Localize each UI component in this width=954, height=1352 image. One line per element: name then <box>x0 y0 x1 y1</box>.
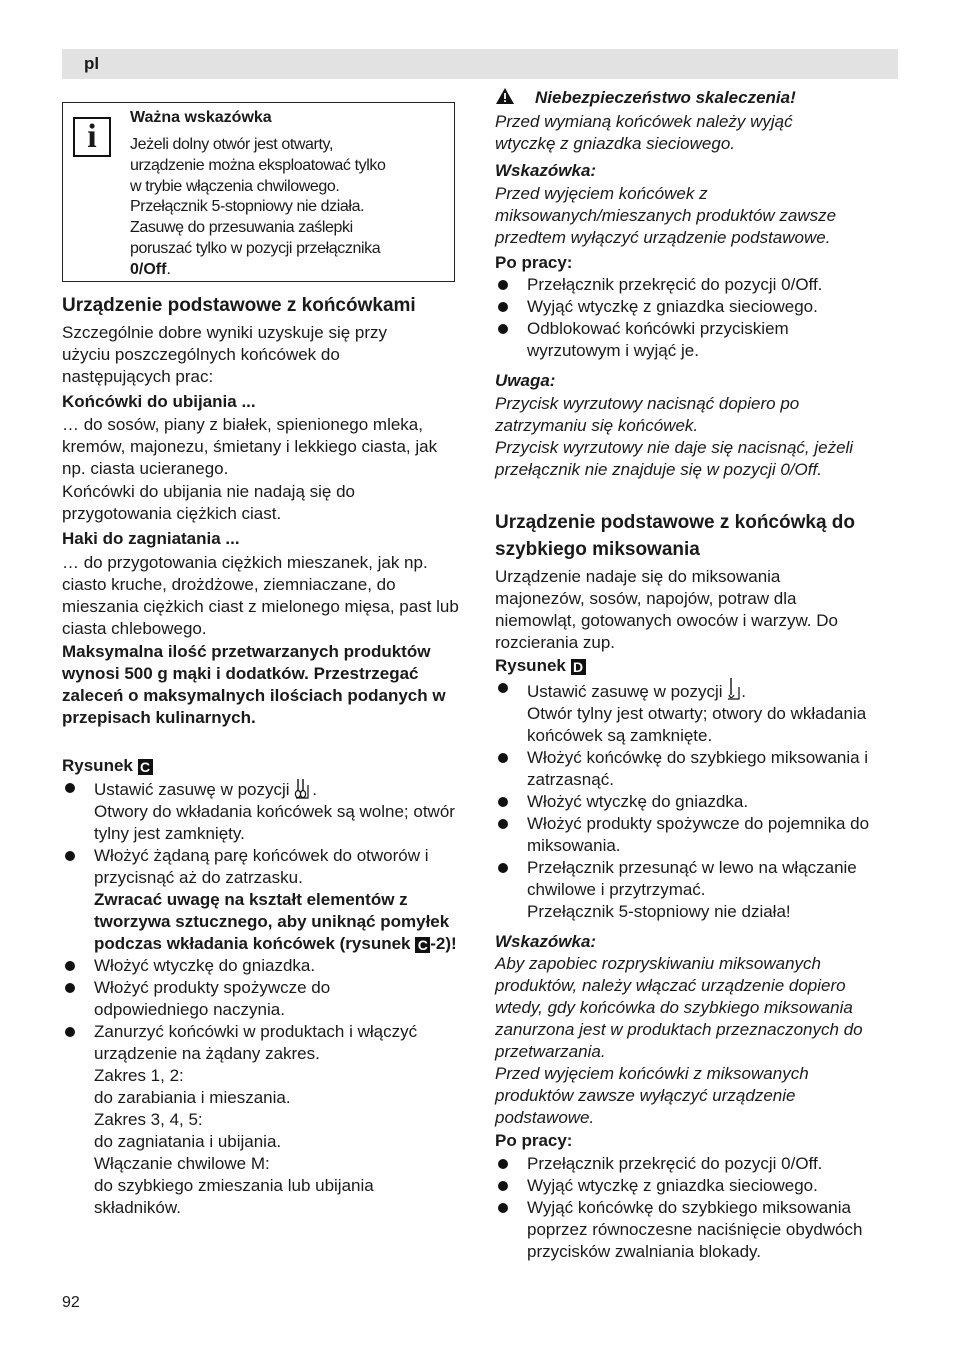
range-lines: Zakres 1, 2: do zarabiania i mieszania. Zakres 3, 4, 5: do zagniatania i ubijania. Włączanie chwilowe M: do szybkiego zmieszania lub ubijania składników. <box>94 1066 374 1217</box>
list-item: Wyjąć końcówkę do szybkiego miksowania poprzez równoczesne naciśnięcie obydwóch przycisków zwalniania blokady. <box>495 1197 900 1263</box>
list-item: Włożyć końcówkę do szybkiego miksowania i zatrzasnąć. <box>495 747 900 791</box>
whisk-text: … do sosów, piany z białek, spienionego mleka, kremów, majonezu, śmietany i lekkiego ciasta, jak np. ciasta ucieranego. <box>62 415 438 478</box>
steps-left <box>62 777 462 1219</box>
section-heading-attachments: Urządzenie podstawowe z końcówkami <box>62 295 416 316</box>
intro-text: Szczególnie dobre wyniki uzyskuje się przy użyciu poszczególnych końcówek do następujących prac: <box>62 323 388 386</box>
hint-text: Przed wyjęciem końcówek z miksowanych/mieszanych produktów zawsze przedtem wyłączyć urządzenie podstawowe. <box>495 184 837 247</box>
hint2-text-2: Przed wyjęciem końcówki z miksowanych produktów zawsze wyłączyć urządzenie podstawowe. <box>495 1064 809 1127</box>
figure-c-badge: C <box>415 937 430 953</box>
danger-title: Niebezpieczeństwo skaleczenia! <box>495 87 900 109</box>
caution-text-1: Przycisk wyrzutowy nacisnąć dopiero po zatrzymaniu się końcówek. <box>495 394 800 435</box>
note-body: Jeżeli dolny otwór jest otwarty, urządzenie można eksploatować tylko w trybie włączenia chwilowego. Przełącznik 5-stopniowy nie działa. Zasuwę do przesuwania zaślepki poruszać tylko w pozycji przełącznika 0/Off. <box>130 136 386 278</box>
figure-c-badge: C <box>138 759 153 775</box>
whisk-note: Końcówki do ubijania nie nadają się do przygotowania ciężkich ciast. <box>62 482 355 523</box>
steps-right <box>495 677 900 923</box>
list-item: Włożyć produkty spożywcze do pojemnika do miksowania. <box>495 813 900 857</box>
list-item: Przełącznik przesunąć w lewo na włączanie chwilowe i przytrzymać. Przełącznik 5-stopniowy nie działa! <box>495 857 900 923</box>
list-item: Zanurzyć końcówki w produktach i włączyć urządzenie na żądany zakres. Zakres 1, 2: do zarabiania i mieszania. Zakres 3, 4, 5: do zagniatania i ubijania. Włączanie chwilowe M: do szybkiego zmieszania lub ubijania składników. <box>62 1021 462 1219</box>
info-icon: i <box>73 117 111 157</box>
figure-d-badge: D <box>571 659 586 675</box>
language-label: pl <box>84 54 100 73</box>
hint2-text-1: Aby zapobiec rozpryskiwaniu miksowanych produktów, należy włączać urządzenie dopiero wtedy, gdy końcówka do szybkiego miksowania zanurzona jest w produktach przeznaczonych do przetwarzania. <box>495 954 863 1061</box>
max-quantity-warning: Maksymalna ilość przetwarzanych produktów wynosi 500 g mąki i dodatków. Przestrzegać zaleceń o maksymalnych ilościach podanych w przepisach kulinarnych. <box>62 642 446 727</box>
list-item: Włożyć żądaną parę końcówek do otworów i przycisnąć aż do zatrzasku. Zwracać uwagę na kształt elementów z tworzywa sztucznego, aby uniknąć pomyłek podczas wkładania końcówek (rysunek C -2)! <box>62 845 462 955</box>
figure-c-label: Rysunek C <box>62 755 462 777</box>
note-title: Ważna wskazówka <box>130 109 272 126</box>
list-item: Przełącznik przekręcić do pozycji 0/Off. <box>495 274 900 296</box>
list-item-sub: Otwory do wkładania końcówek są wolne; otwór tylny jest zamknięty. <box>94 802 455 843</box>
whisk-position-icon <box>294 777 312 799</box>
list-item: Włożyć produkty spożywcze do odpowiedniego naczynia. <box>62 977 462 1021</box>
warning-icon <box>495 87 515 105</box>
hint-title: Wskazówka: <box>495 161 597 180</box>
page-number: 92 <box>62 1294 80 1311</box>
blender-position-icon <box>727 677 741 701</box>
list-item: Włożyć wtyczkę do gniazdka. <box>495 791 900 813</box>
important-note-box <box>62 102 455 282</box>
caution-title: Uwaga: <box>495 371 556 390</box>
language-bar <box>62 49 898 79</box>
after-work-title: Po pracy: <box>495 253 573 272</box>
section-heading-blender: Urządzenie podstawowe z końcówką do szybkiego miksowania <box>495 512 856 560</box>
whisk-title: Końcówki do ubijania ... <box>62 392 256 411</box>
danger-text: Przed wymianą końcówek należy wyjąć wtyczkę z gniazdka sieciowego. <box>495 112 793 153</box>
list-item-sub: Przełącznik 5-stopniowy nie działa! <box>527 902 791 921</box>
list-item: Odblokować końcówki przyciskiem wyrzutowym i wyjąć je. <box>495 318 827 362</box>
list-item: Włożyć wtyczkę do gniazdka. <box>62 955 462 977</box>
after-work-title-2: Po pracy: <box>495 1131 573 1150</box>
hooks-title: Haki do zagniatania ... <box>62 529 240 548</box>
after-work-list-2 <box>495 1153 900 1263</box>
list-item: Wyjąć wtyczkę z gniazdka sieciowego. <box>495 1175 900 1197</box>
list-item: Ustawić zasuwę w pozycji . Otwór tylny jest otwarty; otwory do wkładania końcówek są zamknięte. <box>495 677 900 747</box>
list-item: Przełącznik przekręcić do pozycji 0/Off. <box>495 1153 900 1175</box>
hooks-text: … do przygotowania ciężkich mieszanek, jak np. ciasto kruche, drożdżowe, ziemniaczane, do mieszania ciężkich ciast z mielonego mięsa, past lub ciasta chlebowego. <box>62 553 459 638</box>
list-item-sub: Otwór tylny jest otwarty; otwory do wkładania końcówek są zamknięte. <box>527 704 867 745</box>
after-work-list <box>495 274 900 362</box>
caution-text-2: Przycisk wyrzutowy nie daje się nacisnąć, jeżeli przełącznik nie znajduje się w pozycji 0/Off. <box>495 438 854 479</box>
list-item: Ustawić zasuwę w pozycji . Otwory do wkładania końcówek są wolne; otwór tylny jest zamknięty. <box>62 777 462 845</box>
list-item: Wyjąć wtyczkę z gniazdka sieciowego. <box>495 296 900 318</box>
blender-intro: Urządzenie nadaje się do miksowania majonezów, sosów, napojów, potraw dla niemowląt, gotowanych owoców i warzyw. Do rozcierania zup. <box>495 567 838 652</box>
figure-d-label: Rysunek D <box>495 655 900 677</box>
hint2-title: Wskazówka: <box>495 932 597 951</box>
step2-warning: Zwracać uwagę na kształt elementów z tworzywa sztucznego, aby uniknąć pomyłek podczas wkładania końcówek (rysunek C -2)! <box>94 890 457 953</box>
